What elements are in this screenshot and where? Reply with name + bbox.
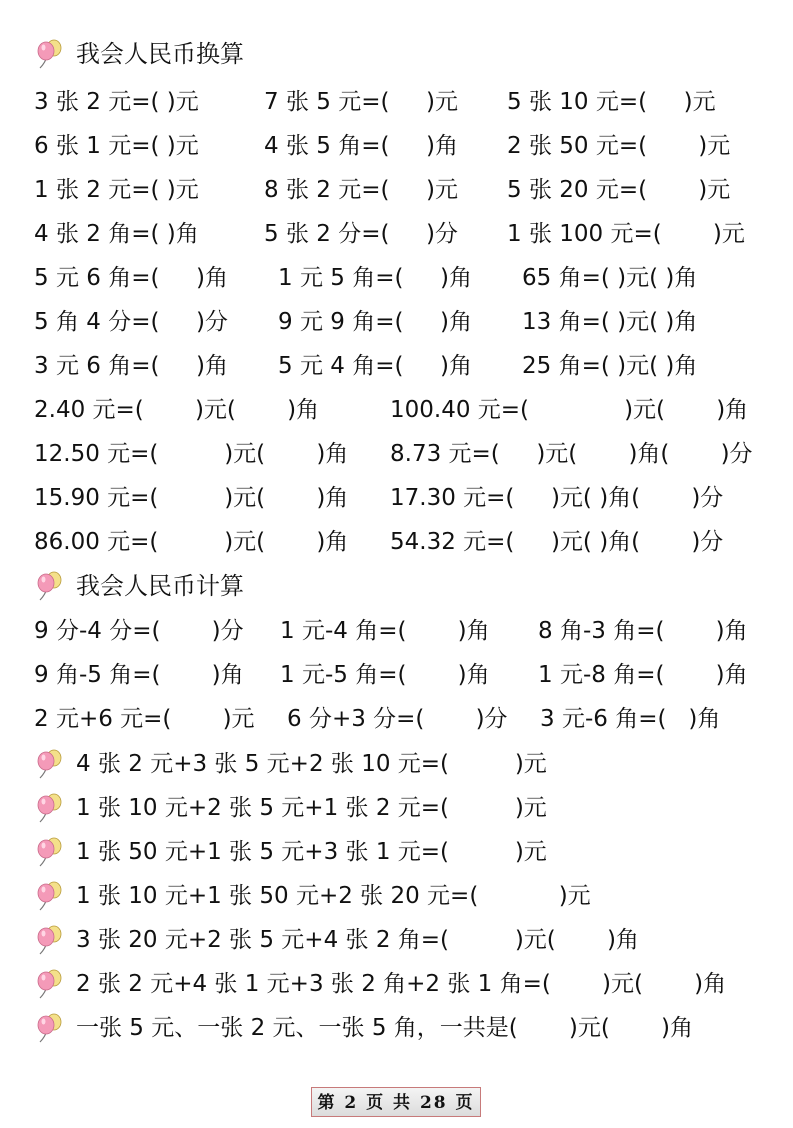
problem: 9 元 9 角=( )角: [278, 309, 472, 335]
problem: 1 张 100 元=( )元: [507, 221, 745, 247]
conversion-row: [0, 126, 793, 166]
problem: 15.90 元=( )元( )角: [34, 485, 349, 511]
problem: 1 张 50 元+1 张 5 元+3 张 1 元=( )元: [76, 839, 547, 865]
problem: 100.40 元=( )元( )角: [390, 397, 749, 423]
problem: 25 角=( )元( )角: [522, 353, 698, 379]
problem: 54.32 元=( )元( )角( )分: [390, 529, 724, 555]
problem: 2 元+6 元=( )元: [34, 706, 255, 732]
balloon-icon: [34, 880, 64, 914]
problem: 1 张 2 元=( )元: [34, 177, 199, 203]
problem: 8.73 元=( )元( )角( )分: [390, 441, 753, 467]
problem: 5 张 2 分=( )分: [264, 221, 458, 247]
problem: 5 元 6 角=( )角: [34, 265, 228, 291]
section-heading-calculation: [0, 566, 793, 606]
conversion-row: [0, 214, 793, 254]
problem: 5 元 4 角=( )角: [278, 353, 472, 379]
problem: 9 分-4 分=( )分: [34, 618, 244, 644]
problem: 一张 5 元、一张 2 元、一张 5 角，一共是( )元( )角: [76, 1015, 694, 1041]
problem: 3 元-6 角=( )角: [540, 706, 721, 732]
word-problem: [0, 876, 793, 916]
section-heading-conversion: [0, 34, 793, 74]
word-problem: [0, 964, 793, 1004]
word-problem: [0, 744, 793, 784]
balloon-icon: [34, 792, 64, 826]
problem: 13 角=( )元( )角: [522, 309, 698, 335]
problem: 86.00 元=( )元( )角: [34, 529, 349, 555]
balloon-icon: [34, 968, 64, 1002]
problem: 6 分+3 分=( )分: [287, 706, 508, 732]
problem: 3 元 6 角=( )角: [34, 353, 228, 379]
balloon-icon: [34, 748, 64, 782]
problem: 5 张 20 元=( )元: [507, 177, 731, 203]
problem: 1 元-5 角=( )角: [280, 662, 490, 688]
calculation-row: [0, 611, 793, 651]
conversion-row: [0, 478, 793, 518]
section-title: 我会人民币换算: [76, 40, 244, 68]
conversion-row: [0, 258, 793, 298]
problem: 8 角-3 角=( )角: [538, 618, 748, 644]
word-problem: [0, 832, 793, 872]
problem: 5 张 10 元=( )元: [507, 89, 716, 115]
problem: 3 张 2 元=( )元: [34, 89, 199, 115]
problem: 1 元 5 角=( )角: [278, 265, 472, 291]
balloon-icon: [34, 924, 64, 958]
problem: 12.50 元=( )元( )角: [34, 441, 349, 467]
problem: 9 角-5 角=( )角: [34, 662, 244, 688]
problem: 1 张 10 元+1 张 50 元+2 张 20 元=( )元: [76, 883, 591, 909]
calculation-row: [0, 655, 793, 695]
problem: 2 张 2 元+4 张 1 元+3 张 2 角+2 张 1 角=( )元( )角: [76, 971, 727, 997]
problem: 2.40 元=( )元( )角: [34, 397, 320, 423]
section-title: 我会人民币计算: [76, 572, 244, 600]
problem: 3 张 20 元+2 张 5 元+4 张 2 角=( )元( )角: [76, 927, 639, 953]
problem: 2 张 50 元=( )元: [507, 133, 731, 159]
conversion-row: [0, 170, 793, 210]
balloon-icon: [34, 836, 64, 870]
problem: 5 角 4 分=( )分: [34, 309, 228, 335]
conversion-row: [0, 390, 793, 430]
page-indicator: 第 2 页 共 28 页: [311, 1087, 481, 1117]
calculation-row: [0, 699, 793, 739]
problem: 8 张 2 元=( )元: [264, 177, 458, 203]
word-problem: [0, 920, 793, 960]
problem: 17.30 元=( )元( )角( )分: [390, 485, 724, 511]
conversion-row: [0, 434, 793, 474]
problem: 4 张 2 元+3 张 5 元+2 张 10 元=( )元: [76, 751, 547, 777]
problem: 1 元-4 角=( )角: [280, 618, 490, 644]
problem: 4 张 5 角=( )角: [264, 133, 458, 159]
problem: 6 张 1 元=( )元: [34, 133, 199, 159]
problem: 65 角=( )元( )角: [522, 265, 698, 291]
problem: 1 元-8 角=( )角: [538, 662, 748, 688]
problem: 7 张 5 元=( )元: [264, 89, 458, 115]
conversion-row: [0, 346, 793, 386]
word-problem: [0, 788, 793, 828]
conversion-row: [0, 82, 793, 122]
problem: 4 张 2 角=( )角: [34, 221, 199, 247]
balloon-icon: [34, 1012, 64, 1046]
conversion-row: [0, 302, 793, 342]
balloon-icon: [34, 570, 64, 604]
word-problem: [0, 1008, 793, 1048]
problem: 1 张 10 元+2 张 5 元+1 张 2 元=( )元: [76, 795, 547, 821]
conversion-row: [0, 522, 793, 562]
balloon-icon: [34, 38, 64, 72]
